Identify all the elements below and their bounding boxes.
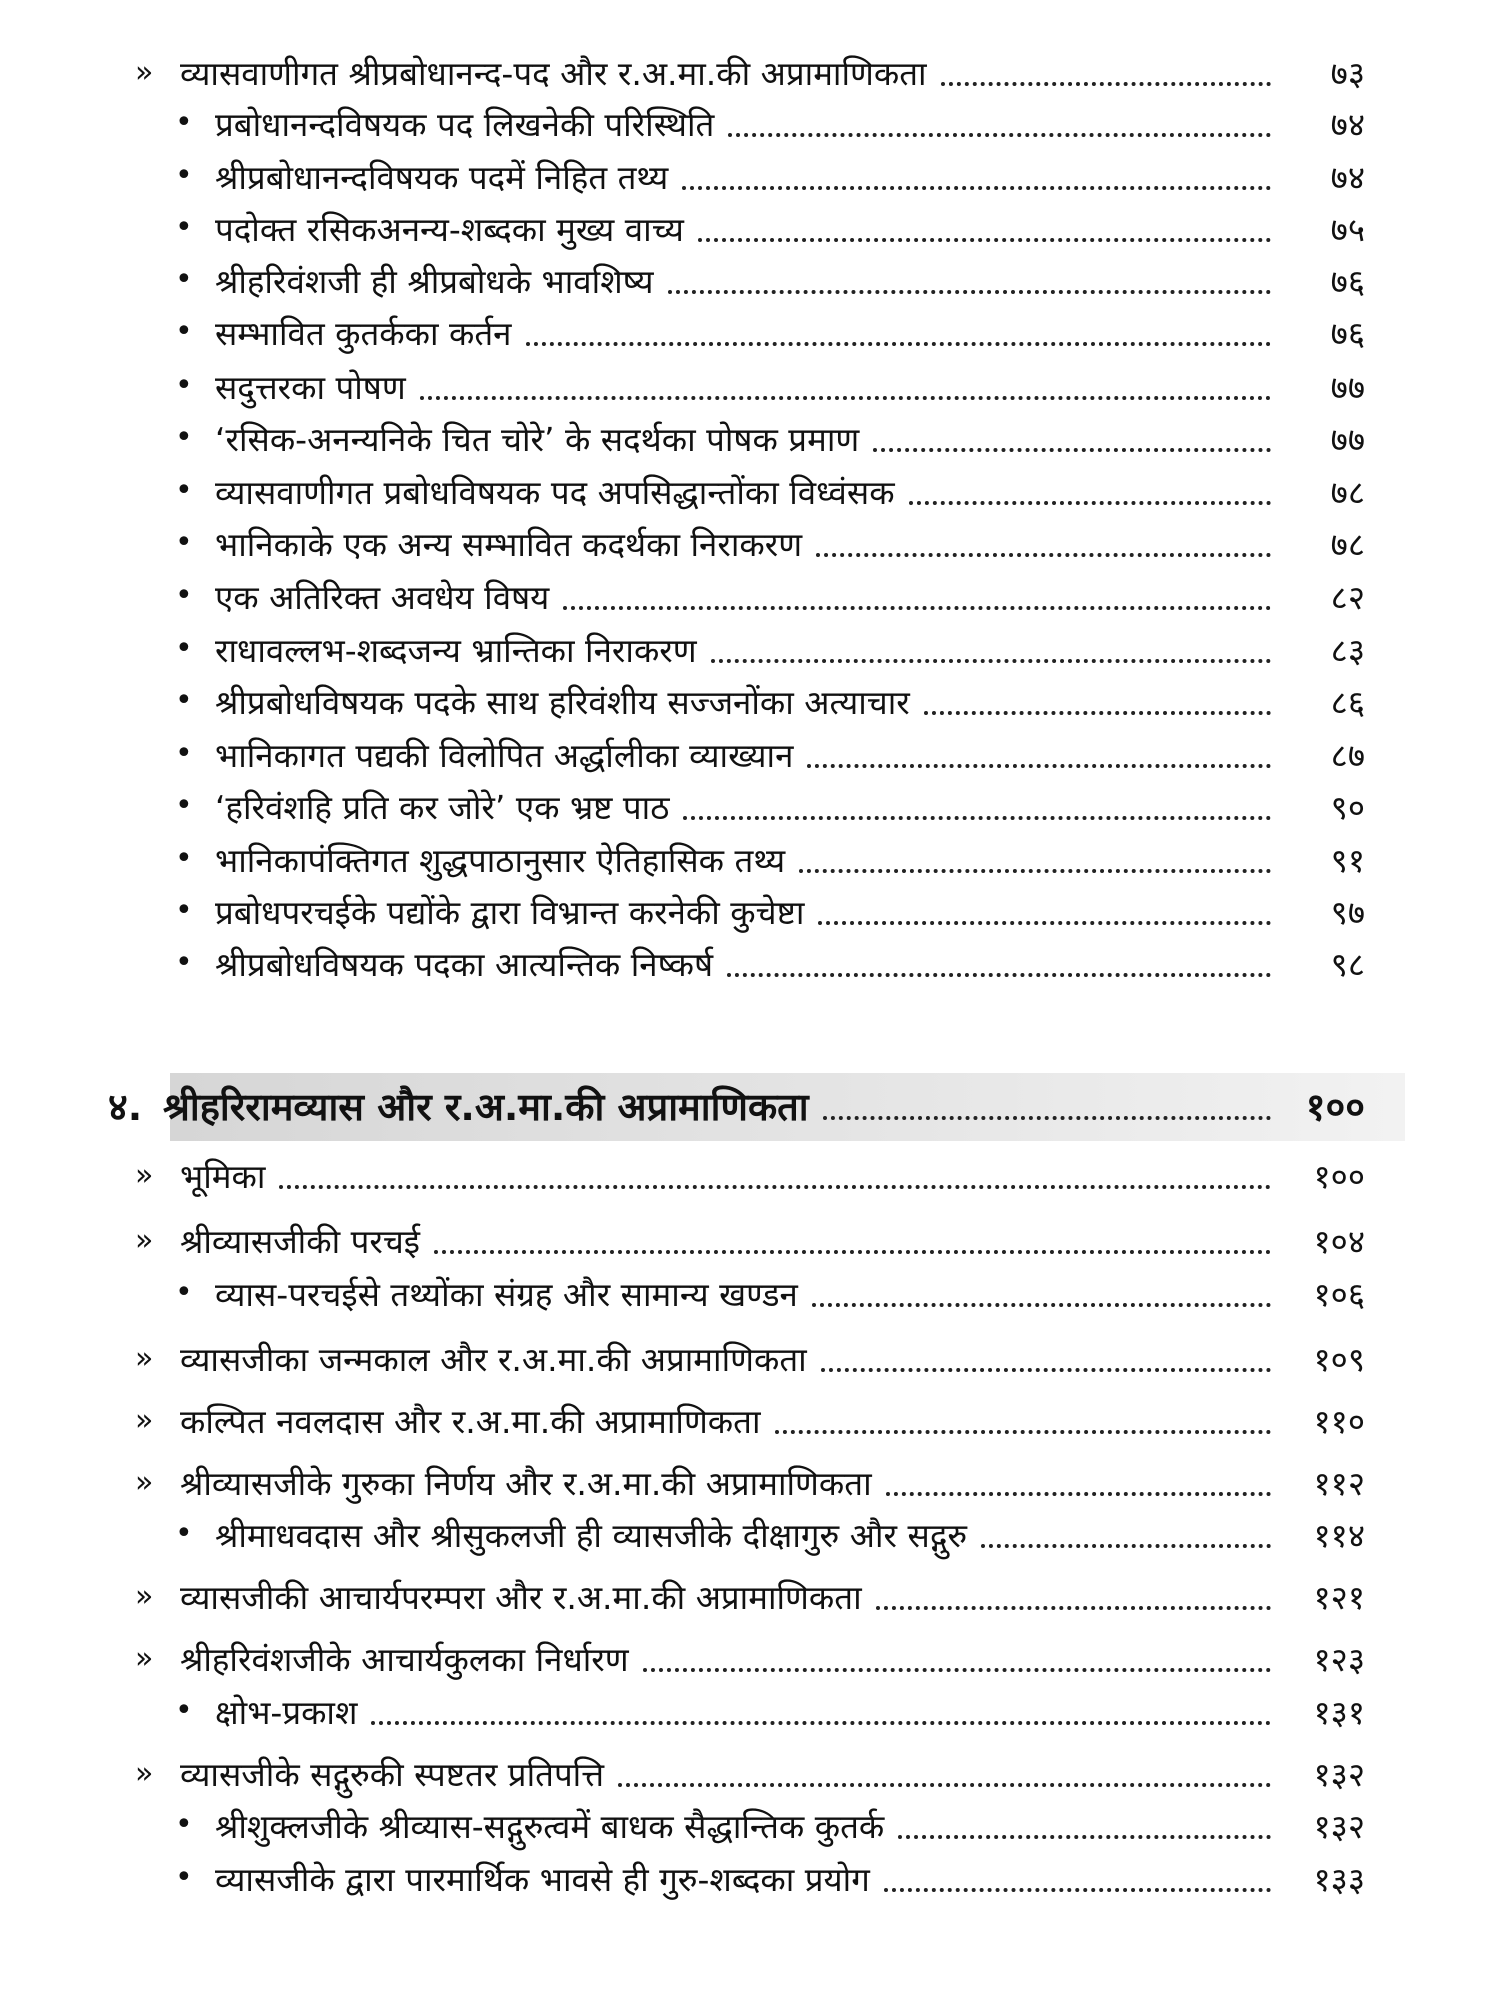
toc-subsection[interactable] — [0, 255, 1500, 305]
entry-title: ‘हरिवंशहि प्रति कर जोरे’ एक भ्रष्ट पाठ — [215, 787, 670, 827]
page-number: ७५ — [1330, 209, 1365, 249]
dot-leader — [526, 342, 1272, 346]
page-number: ८३ — [1330, 630, 1365, 670]
page-number: १०४ — [1313, 1221, 1365, 1261]
page-number: ७६ — [1330, 313, 1365, 353]
entry-title: श्रीशुक्लजीके श्रीव्यास-सद्गुरुत्वमें बाधक सैद्धान्तिक कुतर्क — [215, 1806, 885, 1846]
entry-title: प्रबोधपरचईके पद्योंके द्वारा विभ्रान्त करनेकी कुचेष्टा — [215, 892, 805, 932]
toc-section[interactable] — [0, 1633, 1500, 1683]
page-number: १०० — [1305, 1085, 1365, 1129]
toc-subsection[interactable] — [0, 151, 1500, 201]
toc-subsection[interactable] — [0, 938, 1500, 988]
dot-leader — [434, 1250, 1271, 1254]
toc-section[interactable] — [0, 1457, 1500, 1507]
bullet-marker: • — [175, 1275, 193, 1310]
toc-section[interactable] — [0, 47, 1500, 97]
dot-leader — [816, 553, 1271, 557]
page-number: ७८ — [1330, 472, 1365, 512]
page-number: ११० — [1313, 1401, 1365, 1441]
toc-section[interactable] — [0, 1150, 1500, 1200]
toc-section[interactable] — [0, 1571, 1500, 1621]
section-marker: » — [135, 1340, 154, 1376]
toc-section[interactable] — [0, 1215, 1500, 1265]
dot-leader — [898, 1835, 1271, 1839]
dot-leader — [821, 1368, 1271, 1372]
toc-subsection[interactable] — [0, 1800, 1500, 1850]
page-number: ७६ — [1330, 261, 1365, 301]
dot-leader — [279, 1185, 1271, 1189]
section-marker: » — [135, 1464, 154, 1500]
bullet-marker: • — [175, 578, 193, 613]
toc-subsection[interactable] — [0, 729, 1500, 779]
page-number: १२१ — [1313, 1577, 1365, 1617]
entry-title: भानिकागत पद्यकी विलोपित अर्द्धालीका व्याख्यान — [215, 735, 794, 775]
dot-leader — [873, 448, 1271, 452]
dot-leader — [941, 82, 1271, 86]
toc-section[interactable] — [0, 1748, 1500, 1798]
toc-subsection[interactable] — [0, 886, 1500, 936]
dot-leader — [876, 1606, 1271, 1610]
dot-leader — [775, 1430, 1271, 1434]
toc-subsection[interactable] — [0, 834, 1500, 884]
section-marker: » — [135, 1640, 154, 1676]
page-number: १३२ — [1313, 1754, 1365, 1794]
page-number: १३३ — [1313, 1859, 1365, 1899]
section-marker: » — [135, 1578, 154, 1614]
bullet-marker: • — [175, 841, 193, 876]
entry-title: श्रीव्यासजीकी परचई — [180, 1221, 421, 1261]
page-number: ९० — [1330, 787, 1365, 827]
page-number: ७८ — [1330, 524, 1365, 564]
entry-title: सदुत्तरका पोषण — [215, 367, 406, 407]
entry-title: श्रीप्रबोधविषयक पदका आत्यन्तिक निष्कर्ष — [215, 944, 714, 984]
entry-title: क्षोभ-प्रकाश — [215, 1692, 358, 1732]
entry-title: श्रीमाधवदास और श्रीसुकलजी ही व्यासजीके दीक्षागुरु और सद्गुरु — [215, 1515, 968, 1555]
page-number: ७४ — [1330, 104, 1365, 144]
bullet-marker: • — [175, 314, 193, 349]
bullet-marker: • — [175, 683, 193, 718]
page-number: ७७ — [1330, 419, 1365, 459]
page-number: १०६ — [1313, 1274, 1365, 1314]
dot-leader — [698, 238, 1271, 242]
bullet-marker: • — [175, 631, 193, 666]
toc-subsection[interactable] — [0, 676, 1500, 726]
bullet-marker: • — [175, 210, 193, 245]
dot-leader — [683, 816, 1271, 820]
dot-leader — [909, 501, 1271, 505]
entry-title: भानिकाके एक अन्य सम्भावित कदर्थका निराकरण — [215, 524, 803, 564]
dot-leader — [981, 1544, 1271, 1548]
entry-title: ‘रसिक-अनन्यनिके चित चोरे’ के सदर्थका पोषक प्रमाण — [215, 419, 860, 459]
dot-leader — [711, 659, 1271, 663]
entry-title: भानिकापंक्तिगत शुद्धपाठानुसार ऐतिहासिक तथ्य — [215, 840, 786, 880]
dot-leader — [420, 396, 1271, 400]
entry-title: प्रबोधानन्दविषयक पद लिखनेकी परिस्थिति — [215, 104, 715, 144]
dot-leader — [618, 1783, 1271, 1787]
entry-title: एक अतिरिक्त अवधेय विषय — [215, 577, 550, 617]
toc-section[interactable] — [0, 1395, 1500, 1445]
page-number: ८२ — [1330, 577, 1365, 617]
bullet-marker: • — [175, 1516, 193, 1551]
dot-leader — [807, 764, 1271, 768]
toc-subsection[interactable] — [0, 1853, 1500, 1903]
entry-title: व्यास-परचईसे तथ्योंका संग्रह और सामान्य खण्डन — [215, 1274, 798, 1314]
entry-title: राधावल्लभ-शब्दजन्य भ्रान्तिका निराकरण — [215, 630, 697, 670]
entry-title: पदोक्त रसिकअनन्य-शब्दका मुख्य वाच्य — [215, 209, 684, 249]
toc-subsection[interactable] — [0, 1686, 1500, 1736]
dot-leader — [924, 711, 1271, 715]
entry-title: व्यासवाणीगत श्रीप्रबोधानन्द-पद और र.अ.मा.की अप्रामाणिकता — [180, 53, 927, 93]
page-number: ७४ — [1330, 157, 1365, 197]
page-number: ७७ — [1330, 367, 1365, 407]
page-number: ८७ — [1330, 735, 1365, 775]
toc-subsection[interactable] — [0, 413, 1500, 463]
toc-subsection[interactable] — [0, 98, 1500, 148]
toc-subsection[interactable] — [0, 781, 1500, 831]
toc-subsection[interactable] — [0, 361, 1500, 411]
section-marker: » — [135, 54, 154, 90]
chapter-number: ४. — [108, 1085, 143, 1129]
bullet-marker: • — [175, 1807, 193, 1842]
bullet-marker: • — [175, 736, 193, 771]
bullet-marker: • — [175, 158, 193, 193]
page-number: ८६ — [1330, 682, 1365, 722]
dot-leader — [818, 921, 1271, 925]
toc-subsection[interactable] — [0, 571, 1500, 621]
bullet-marker: • — [175, 893, 193, 928]
entry-title: श्रीहरिरामव्यास और र.अ.मा.की अप्रामाणिकता — [163, 1085, 809, 1129]
bullet-marker: • — [175, 1860, 193, 1895]
toc-subsection[interactable] — [0, 466, 1500, 516]
toc-subsection[interactable] — [0, 307, 1500, 357]
entry-title: श्रीव्यासजीके गुरुका निर्णय और र.अ.मा.की अप्रामाणिकता — [180, 1463, 872, 1503]
dot-leader — [812, 1303, 1271, 1307]
dot-leader — [643, 1668, 1271, 1672]
bullet-marker: • — [175, 473, 193, 508]
chapter-heading[interactable] — [0, 1074, 1500, 1138]
section-marker: » — [135, 1222, 154, 1258]
bullet-marker: • — [175, 1693, 193, 1728]
bullet-marker: • — [175, 945, 193, 980]
dot-leader — [668, 290, 1272, 294]
entry-title: व्यासजीके सद्गुरुकी स्पष्टतर प्रतिपत्ति — [180, 1754, 605, 1794]
toc-subsection[interactable] — [0, 518, 1500, 568]
page-number: १०९ — [1313, 1339, 1365, 1379]
page-number: ९७ — [1330, 892, 1365, 932]
bullet-marker: • — [175, 105, 193, 140]
toc-subsection[interactable] — [0, 1509, 1500, 1559]
dot-leader — [563, 606, 1271, 610]
dot-leader — [886, 1492, 1271, 1496]
entry-title: श्रीहरिवंशजी ही श्रीप्रबोधके भावशिष्य — [215, 261, 654, 301]
page-number: ११४ — [1313, 1515, 1365, 1555]
toc-section[interactable] — [0, 1333, 1500, 1383]
page-number: १०० — [1313, 1156, 1365, 1196]
entry-title: श्रीप्रबोधविषयक पदके साथ हरिवंशीय सज्जनोंका अत्याचार — [215, 682, 910, 722]
section-marker: » — [135, 1755, 154, 1791]
entry-title: व्यासजीके द्वारा पारमार्थिक भावसे ही गुरु-शब्दका प्रयोग — [215, 1859, 870, 1899]
entry-title: कल्पित नवलदास और र.अ.मा.की अप्रामाणिकता — [180, 1401, 761, 1441]
dot-leader — [727, 973, 1271, 977]
page-number: ९८ — [1330, 944, 1365, 984]
bullet-marker: • — [175, 525, 193, 560]
bullet-marker: • — [175, 262, 193, 297]
section-marker: » — [135, 1157, 154, 1193]
entry-title: भूमिका — [180, 1156, 266, 1196]
bullet-marker: • — [175, 788, 193, 823]
dot-leader — [823, 1116, 1271, 1120]
entry-title: व्यासवाणीगत प्रबोधविषयक पद अपसिद्धान्तोंका विध्वंसक — [215, 472, 895, 512]
entry-title: श्रीहरिवंशजीके आचार्यकुलका निर्धारण — [180, 1639, 629, 1679]
entry-title: व्यासजीकी आचार्यपरम्परा और र.अ.मा.की अप्रामाणिकता — [180, 1577, 862, 1617]
entry-title: सम्भावित कुतर्कका कर्तन — [215, 313, 512, 353]
toc-subsection[interactable] — [0, 1268, 1500, 1318]
dot-leader — [371, 1721, 1271, 1725]
page-number: १३१ — [1313, 1692, 1365, 1732]
dot-leader — [728, 133, 1271, 137]
entry-title: व्यासजीका जन्मकाल और र.अ.मा.की अप्रामाणिकता — [180, 1339, 807, 1379]
bullet-marker: • — [175, 368, 193, 403]
toc-subsection[interactable] — [0, 203, 1500, 253]
page-number: १३२ — [1313, 1806, 1365, 1846]
page-number: ९१ — [1330, 840, 1365, 880]
dot-leader — [799, 869, 1271, 873]
dot-leader — [682, 186, 1271, 190]
bullet-marker: • — [175, 420, 193, 455]
page-number: ७३ — [1330, 53, 1365, 93]
page-number: १२३ — [1313, 1639, 1365, 1679]
entry-title: श्रीप्रबोधानन्दविषयक पदमें निहित तथ्य — [215, 157, 669, 197]
dot-leader — [884, 1888, 1271, 1892]
section-marker: » — [135, 1402, 154, 1438]
toc-subsection[interactable] — [0, 624, 1500, 674]
page-number: ११२ — [1313, 1463, 1365, 1503]
